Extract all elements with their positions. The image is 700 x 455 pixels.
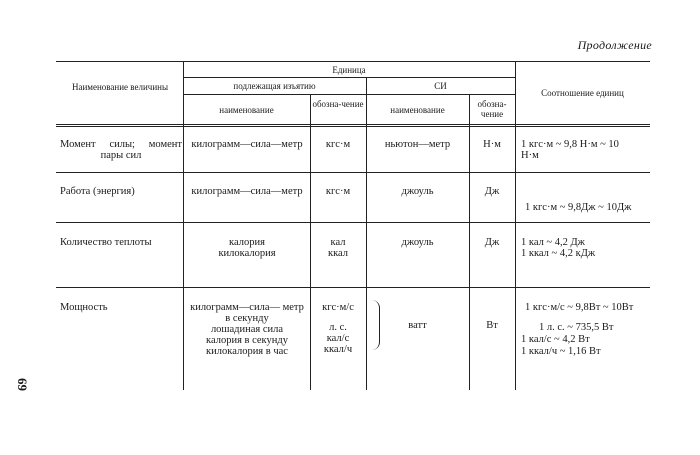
ratio-text: 1 кгс·м/с ~ 9,8Вт ~ 10Вт 1 л. с. ~ 735,5 Вт 1 кал/с ~ 4,2 Вт 1 ккал/ч ~ 1,16 Вт [521, 302, 649, 358]
header-unit: Единица [332, 65, 366, 75]
unit-name: килограмм—сила—метр [191, 186, 303, 197]
page-number: 69 [15, 378, 30, 391]
unit-designation: кгс·м [325, 139, 351, 150]
continuation-label: Продолжение [577, 38, 652, 52]
si-unit-designation: Вт [486, 320, 498, 331]
header-bottom-rule [56, 124, 650, 125]
unit-designation: кгс·м [325, 186, 351, 197]
table-top-rule [56, 61, 650, 62]
col-rule-3 [366, 77, 367, 390]
quantity-name: Работа (энергия) [60, 186, 135, 197]
row-divider-2 [56, 222, 650, 223]
header-designation: обозна-чение [312, 99, 364, 109]
si-unit-name: ньютон—метр [384, 139, 451, 150]
ratio-text: 1 кгс·м ~ 9,8 Н·м ~ 10 Н·м [521, 139, 619, 161]
header-name: наименование [219, 105, 274, 115]
quantity-name: Мощность [60, 302, 108, 313]
si-unit-designation: Дж [484, 186, 500, 197]
spacer [310, 313, 366, 322]
header-to-withdraw: подлежащая изъятию [233, 81, 316, 91]
spacer [521, 314, 649, 322]
quantity-name: Момент силы; момент пары сил [60, 139, 182, 161]
si-unit-name: джоуль [401, 186, 434, 197]
si-unit-designation: Н·м [483, 139, 501, 150]
header-si-designation: обозна-чение [477, 99, 507, 119]
header-bottom-rule-double [56, 126, 650, 127]
col-rule-5 [515, 61, 516, 390]
unit-designation: кал ккал [327, 237, 349, 259]
header-quantity-name: Наименование величины [71, 82, 169, 92]
row-divider-1 [56, 172, 650, 173]
si-unit-name: ватт [408, 320, 427, 331]
unit-name: килограмм—сила— метр в секунду лошадиная сила калория в секунду килокалория в час [190, 302, 304, 357]
si-unit-designation: Дж [484, 237, 500, 248]
header-si-name: наименование [390, 105, 445, 115]
unit-name: килограмм—сила—метр [191, 139, 303, 150]
unit-name: калория килокалория [218, 237, 276, 259]
header-si: СИ [434, 81, 447, 91]
quantity-name: Количество теплоты [60, 237, 152, 248]
row-divider-3 [56, 287, 650, 288]
si-unit-name: джоуль [401, 237, 434, 248]
header-rule-1 [183, 77, 515, 78]
header-rule-2 [183, 94, 515, 95]
ratio-text: 1 кгс·м ~ 9,8Дж ~ 10Дж [525, 202, 632, 213]
unit-designation: кгс·м/с л. с. кал/с ккал/ч [310, 302, 366, 355]
header-ratio: Соотношение единиц [541, 88, 624, 98]
ratio-text: 1 кал ~ 4,2 Дж 1 ккал ~ 4,2 кДж [521, 237, 596, 259]
